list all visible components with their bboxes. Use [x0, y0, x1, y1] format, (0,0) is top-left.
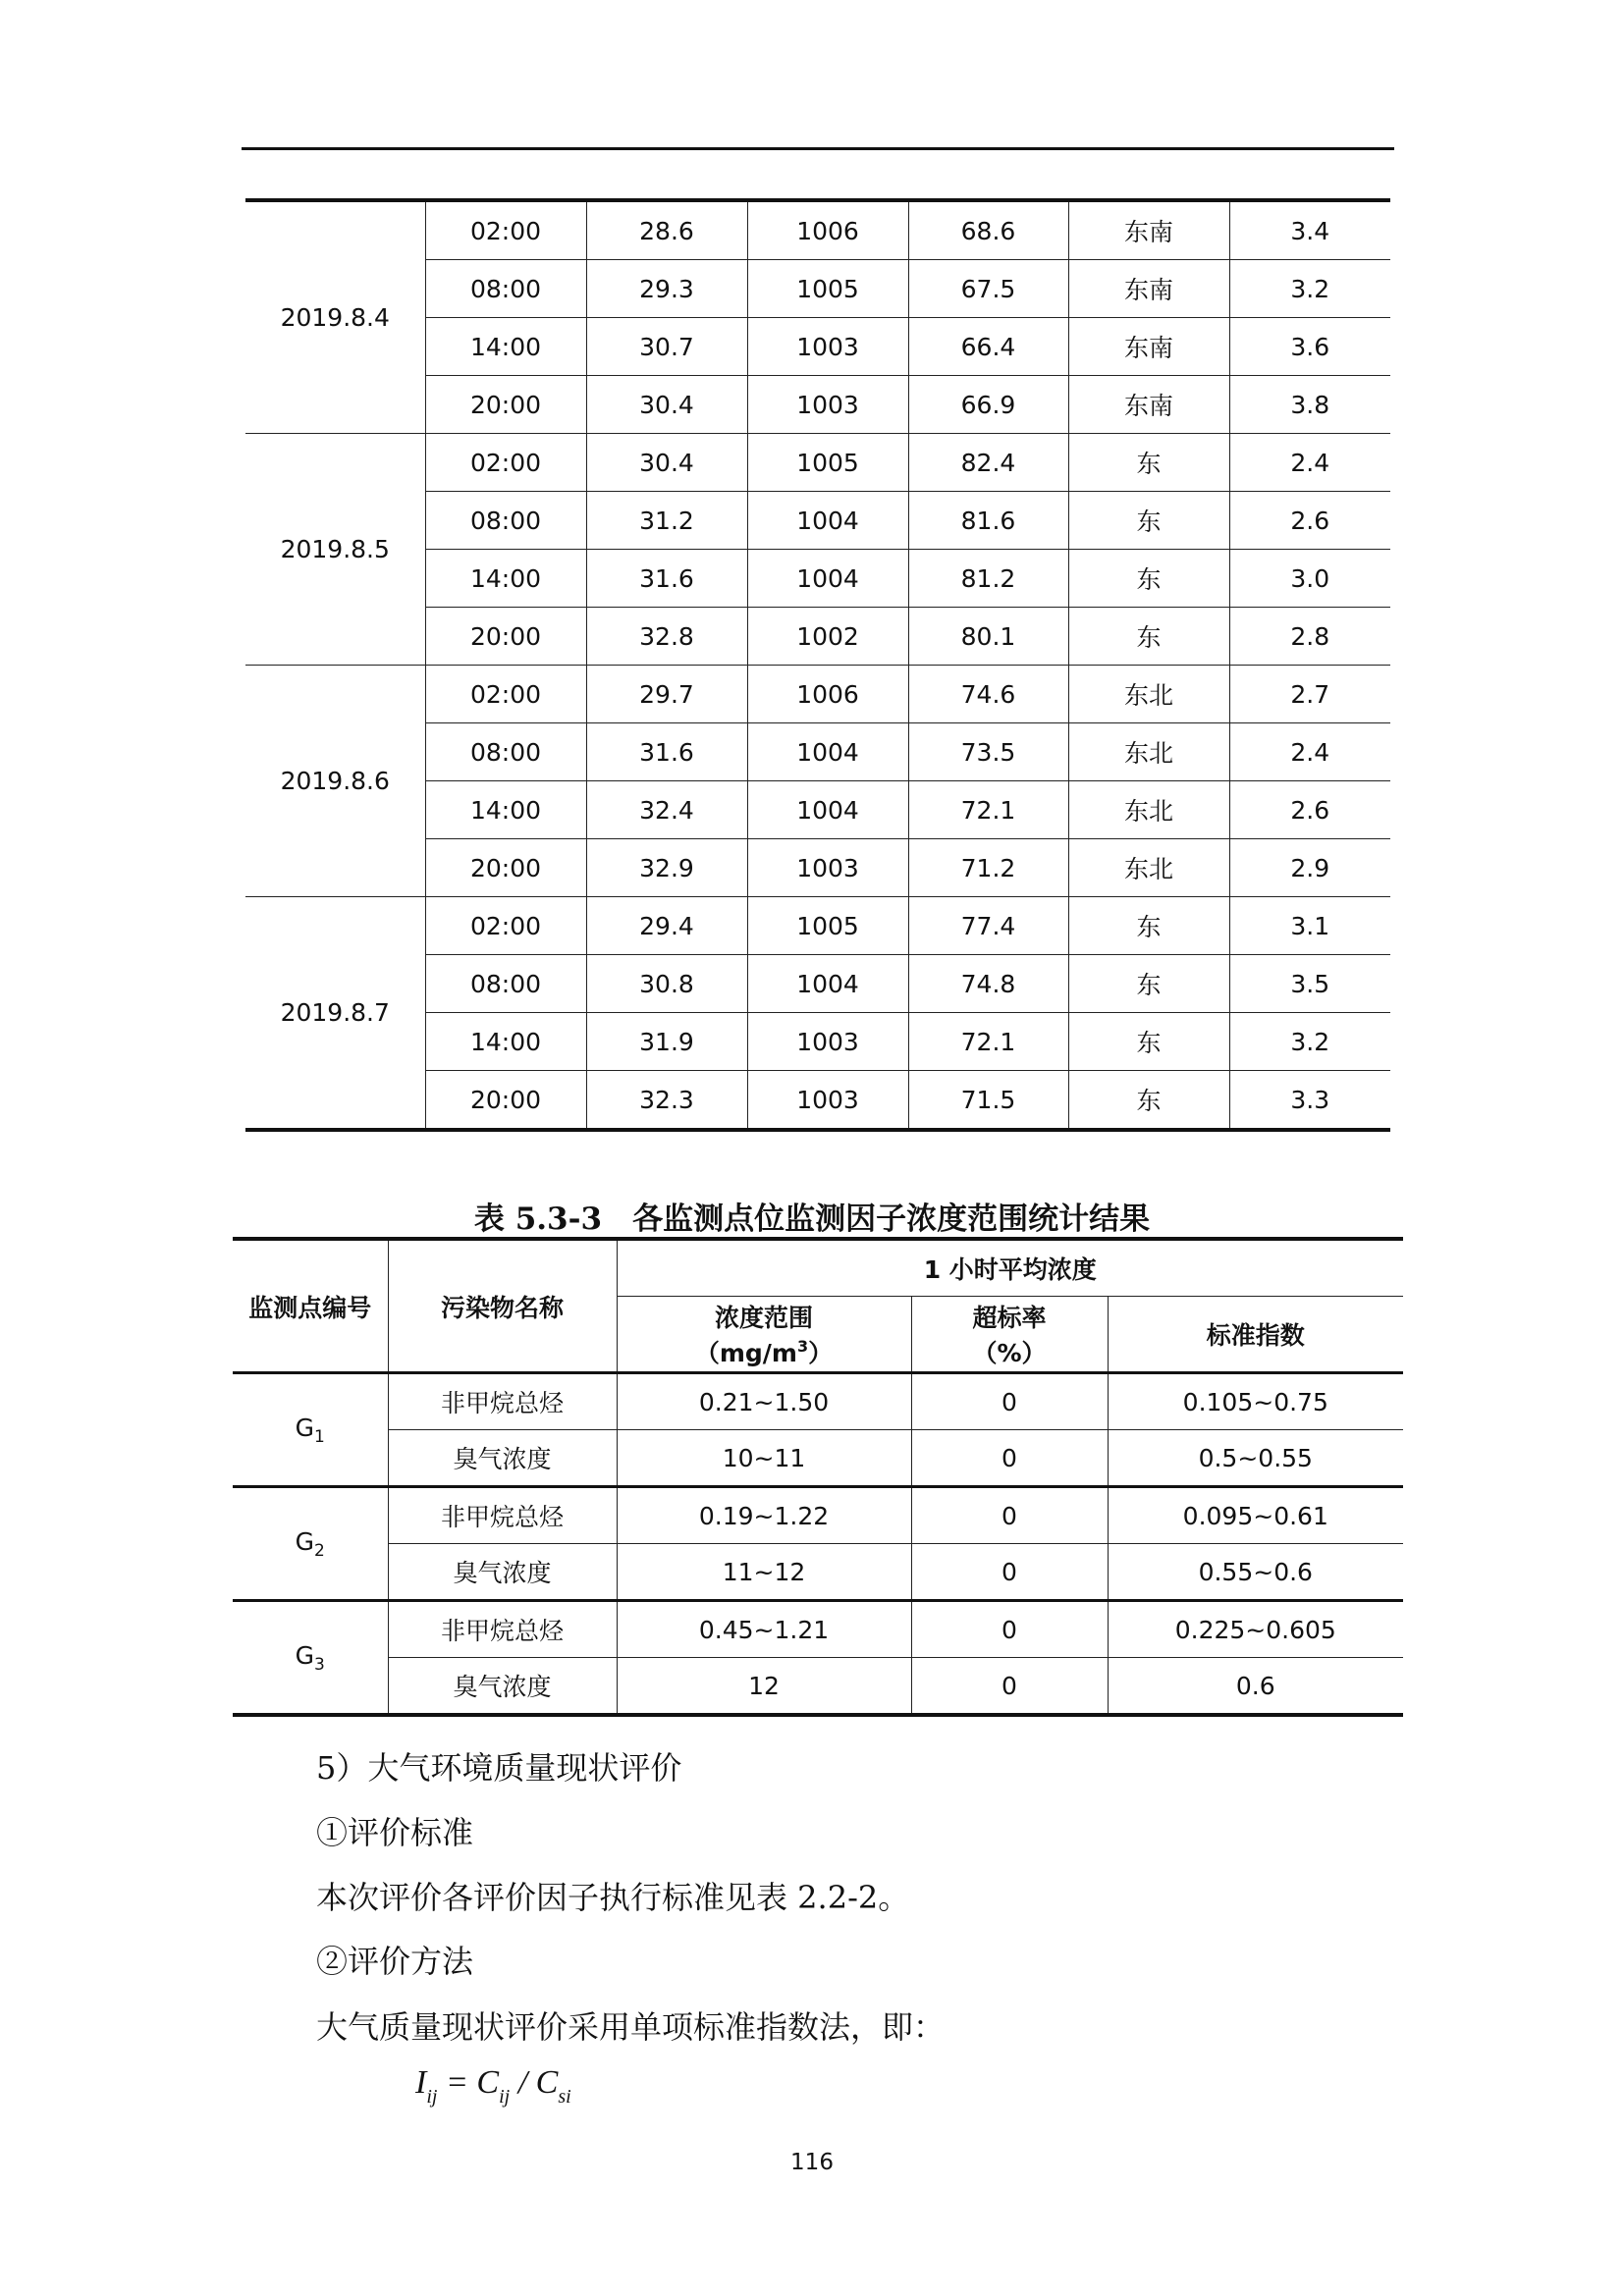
header-exceed-rate: [911, 1297, 1108, 1373]
date-cell: 2019.8.4: [245, 200, 425, 434]
table-cell: 74.8: [908, 955, 1068, 1013]
table-cell: 29.7: [586, 666, 747, 723]
table-cell: 1004: [747, 955, 908, 1013]
table-cell: 31.2: [586, 492, 747, 550]
table-cell: 31.9: [586, 1013, 747, 1071]
table-cell: 东: [1068, 550, 1229, 608]
table-cell: 12: [617, 1658, 911, 1716]
table-cell: 77.4: [908, 897, 1068, 955]
table-cell: 81.2: [908, 550, 1068, 608]
table-cell: 66.4: [908, 318, 1068, 376]
table-cell: 3.3: [1229, 1071, 1390, 1131]
item-2-heading: ②评价方法: [316, 1943, 474, 1980]
table-cell: 非甲烷总烃: [388, 1601, 617, 1658]
table-cell: 1005: [747, 897, 908, 955]
table-cell: 0.6: [1108, 1658, 1403, 1716]
table-cell: 30.4: [586, 434, 747, 492]
table-row: [245, 200, 1390, 260]
table-cell: 1004: [747, 723, 908, 781]
table-cell: 32.4: [586, 781, 747, 839]
table-cell: 30.7: [586, 318, 747, 376]
table-cell: 29.3: [586, 260, 747, 318]
header-exceed-unit: （%）: [972, 1339, 1047, 1367]
table-cell: 东: [1068, 492, 1229, 550]
table-cell: 0: [911, 1487, 1108, 1544]
weather-table: [245, 198, 1390, 1132]
table-cell: 1003: [747, 376, 908, 434]
table-cell: 1004: [747, 781, 908, 839]
concentration-table: [233, 1237, 1403, 1717]
table-cell: 非甲烷总烃: [388, 1373, 617, 1430]
table-cell: 3.2: [1229, 260, 1390, 318]
item-1-heading: ①评价标准: [316, 1814, 474, 1851]
table-cell: 32.3: [586, 1071, 747, 1131]
table-row: [233, 1601, 1403, 1658]
table-cell: 东: [1068, 608, 1229, 666]
table-cell: 66.9: [908, 376, 1068, 434]
table-cell: 02:00: [425, 434, 586, 492]
header-range-label: 浓度范围: [714, 1304, 813, 1332]
table-row: [245, 434, 1390, 492]
header-standard-index: 标准指数: [1108, 1297, 1403, 1373]
table-cell: 29.4: [586, 897, 747, 955]
table-cell: 74.6: [908, 666, 1068, 723]
table-cell: 0: [911, 1658, 1108, 1716]
table-cell: 1003: [747, 839, 908, 897]
date-cell: 2019.8.6: [245, 666, 425, 897]
table-cell: 14:00: [425, 318, 586, 376]
table-cell: 82.4: [908, 434, 1068, 492]
table-cell: 20:00: [425, 839, 586, 897]
table-cell: 2.6: [1229, 492, 1390, 550]
table-cell: 2.4: [1229, 434, 1390, 492]
table-cell: 2.4: [1229, 723, 1390, 781]
table-cell: 3.1: [1229, 897, 1390, 955]
table-cell: 东北: [1068, 839, 1229, 897]
table-cell: 0: [911, 1601, 1108, 1658]
table-cell: 20:00: [425, 608, 586, 666]
table-cell: 31.6: [586, 550, 747, 608]
table-cell: 3.8: [1229, 376, 1390, 434]
table-caption: 表 5.3-3 各监测点位监测因子浓度范围统计结果: [473, 1201, 1151, 1237]
table-cell: 71.5: [908, 1071, 1068, 1131]
page-number: 116: [790, 2150, 834, 2175]
table-cell: 02:00: [425, 666, 586, 723]
table-cell: 0.55~0.6: [1108, 1544, 1403, 1601]
table-cell: 0.5~0.55: [1108, 1430, 1403, 1487]
table-cell: 东南: [1068, 200, 1229, 260]
table-cell: 臭气浓度: [388, 1658, 617, 1716]
table-cell: 08:00: [425, 492, 586, 550]
table-cell: 08:00: [425, 955, 586, 1013]
header-range: [617, 1297, 911, 1373]
table-cell: 80.1: [908, 608, 1068, 666]
table-cell: 3.4: [1229, 200, 1390, 260]
table-cell: 东南: [1068, 260, 1229, 318]
table-cell: 2.6: [1229, 781, 1390, 839]
table-cell: 东北: [1068, 666, 1229, 723]
site-code-cell: $G_3$: [233, 1601, 388, 1716]
header-hourly-average: 1 小时平均浓度: [617, 1239, 1403, 1297]
date-cell: 2019.8.7: [245, 897, 425, 1131]
table-cell: 32.9: [586, 839, 747, 897]
table-cell: 2.8: [1229, 608, 1390, 666]
table-cell: 67.5: [908, 260, 1068, 318]
table-cell: 30.4: [586, 376, 747, 434]
table-cell: 0.45~1.21: [617, 1601, 911, 1658]
table-cell: 1003: [747, 1013, 908, 1071]
table-cell: 02:00: [425, 897, 586, 955]
table-cell: 0: [911, 1430, 1108, 1487]
header-exceed-label: 超标率: [972, 1304, 1047, 1332]
date-cell: 2019.8.5: [245, 434, 425, 666]
table-cell: 0.095~0.61: [1108, 1487, 1403, 1544]
table-cell: 3.6: [1229, 318, 1390, 376]
paragraph-standard-reference: 本次评价各评价因子执行标准见表 2.2-2。: [316, 1879, 910, 1916]
table-cell: 东: [1068, 955, 1229, 1013]
table-cell: 08:00: [425, 723, 586, 781]
table-row: [233, 1373, 1403, 1430]
table-cell: 31.6: [586, 723, 747, 781]
table-cell: 东南: [1068, 318, 1229, 376]
table-cell: 东北: [1068, 723, 1229, 781]
site-code-cell: $G_1$: [233, 1373, 388, 1487]
table-cell: 0.21~1.50: [617, 1373, 911, 1430]
table-row: [233, 1487, 1403, 1544]
table-cell: 1004: [747, 492, 908, 550]
table-row: [233, 1544, 1403, 1601]
table-row: [233, 1658, 1403, 1716]
table-cell: 73.5: [908, 723, 1068, 781]
table-cell: 10~11: [617, 1430, 911, 1487]
table-cell: 1005: [747, 260, 908, 318]
section-5-heading: 5）大气环境质量现状评价: [316, 1749, 682, 1787]
table-cell: 1003: [747, 1071, 908, 1131]
table-cell: 东: [1068, 434, 1229, 492]
table-cell: 0: [911, 1373, 1108, 1430]
table-row: [245, 666, 1390, 723]
table-cell: 1002: [747, 608, 908, 666]
table-cell: 14:00: [425, 550, 586, 608]
table-cell: 2.9: [1229, 839, 1390, 897]
table-cell: 非甲烷总烃: [388, 1487, 617, 1544]
table-cell: 28.6: [586, 200, 747, 260]
table-cell: 臭气浓度: [388, 1430, 617, 1487]
table-cell: 81.6: [908, 492, 1068, 550]
table-cell: 72.1: [908, 1013, 1068, 1071]
table-cell: 30.8: [586, 955, 747, 1013]
table-cell: 11~12: [617, 1544, 911, 1601]
table-cell: 东北: [1068, 781, 1229, 839]
table-cell: 68.6: [908, 200, 1068, 260]
table-cell: 3.2: [1229, 1013, 1390, 1071]
table-cell: 0: [911, 1544, 1108, 1601]
header-range-unit: $(mg/m^3)$: [694, 1337, 834, 1367]
table-cell: 2.7: [1229, 666, 1390, 723]
table-cell: 1004: [747, 550, 908, 608]
table-row: [245, 897, 1390, 955]
table-cell: 08:00: [425, 260, 586, 318]
table-cell: 0.225~0.605: [1108, 1601, 1403, 1658]
formula: $I_{ij} = C_{ij} / C_{si}$: [415, 2064, 571, 2108]
table-cell: 臭气浓度: [388, 1544, 617, 1601]
table-cell: 东: [1068, 897, 1229, 955]
table-cell: 02:00: [425, 200, 586, 260]
table-cell: 72.1: [908, 781, 1068, 839]
site-code-cell: $G_2$: [233, 1487, 388, 1601]
table-cell: 14:00: [425, 1013, 586, 1071]
header-site: 监测点编号: [233, 1239, 388, 1373]
table-cell: 32.8: [586, 608, 747, 666]
table-cell: 3.0: [1229, 550, 1390, 608]
table-row: [233, 1430, 1403, 1487]
header-pollutant: 污染物名称: [388, 1239, 617, 1373]
table-cell: 东: [1068, 1013, 1229, 1071]
table-cell: 东: [1068, 1071, 1229, 1131]
table-cell: 0.19~1.22: [617, 1487, 911, 1544]
table-cell: 3.5: [1229, 955, 1390, 1013]
table-cell: 1006: [747, 200, 908, 260]
table-cell: 14:00: [425, 781, 586, 839]
table-cell: 71.2: [908, 839, 1068, 897]
table-cell: 1005: [747, 434, 908, 492]
table-cell: 1006: [747, 666, 908, 723]
header-rule: [242, 147, 1394, 150]
table-cell: 东南: [1068, 376, 1229, 434]
table-cell: 0.105~0.75: [1108, 1373, 1403, 1430]
table-cell: 20:00: [425, 376, 586, 434]
paragraph-method: 大气质量现状评价采用单项标准指数法，即：: [316, 2008, 946, 2046]
table-cell: 1003: [747, 318, 908, 376]
table-cell: 20:00: [425, 1071, 586, 1131]
